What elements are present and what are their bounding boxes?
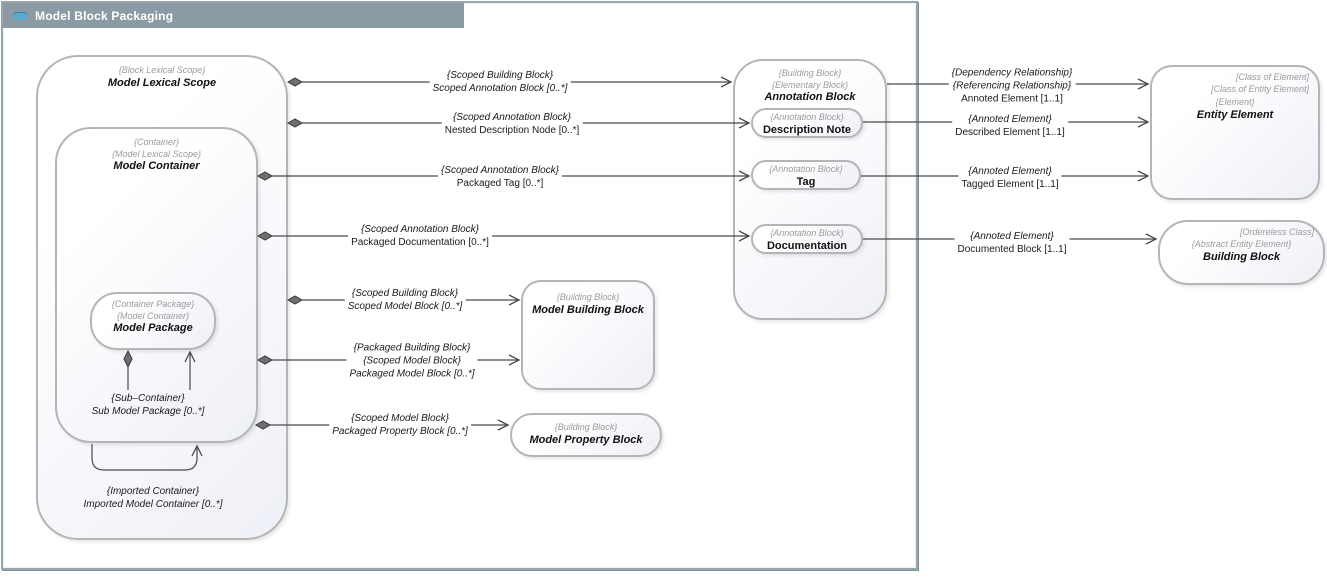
node-tag[interactable] xyxy=(751,160,861,190)
stereotype: {Model Container} xyxy=(116,310,190,321)
label-line: Documented Block [1..1] xyxy=(957,244,1067,255)
label-line: {Scoped Annotation Block} xyxy=(440,165,560,176)
label-described-element xyxy=(952,113,1068,139)
label-line: Described Element [1..1] xyxy=(955,127,1065,138)
label-line: {Scoped Model Block} xyxy=(351,413,449,424)
stereotype: {Element} xyxy=(1215,97,1255,107)
stereotype: {Container Package} xyxy=(111,299,195,309)
label-line: {Packaged Building Block} xyxy=(353,342,471,354)
label-scoped-annotation-block xyxy=(430,69,571,95)
label-line: Packaged Property Block [0..*] xyxy=(332,426,468,437)
label-line: {Scoped Annotation Block} xyxy=(360,224,480,235)
node-model-property-block[interactable] xyxy=(510,413,662,457)
label-packaged-property-block xyxy=(329,412,471,438)
stereotype: {Building Block} xyxy=(554,422,618,432)
stereotype: {Annotation Block} xyxy=(770,228,844,238)
label-line: Scoped Annotation Block [0..*] xyxy=(432,83,568,94)
stereotype: {Model Lexical Scope} xyxy=(111,148,202,159)
stereotype: {Abstract Entity Element} xyxy=(1191,239,1292,249)
stereotype: {Building Block} xyxy=(556,292,620,302)
label-scoped-model-block xyxy=(345,287,466,313)
label-line: {Annoted Element} xyxy=(968,114,1052,125)
node-name: Model Property Block xyxy=(529,433,643,446)
stereotype: {Elementary Block} xyxy=(771,79,849,90)
node-name: Annotation Block xyxy=(764,91,856,103)
node-entity-element[interactable] xyxy=(1150,65,1320,200)
label-line: {Scoped Annotation Block} xyxy=(452,112,572,123)
label-line: {Sub–Container} xyxy=(111,393,185,404)
label-line: {Scoped Building Block} xyxy=(446,70,554,81)
classifier-notes xyxy=(1211,72,1309,95)
node-name: Documentation xyxy=(766,239,848,252)
label-line: {Annoted Element} xyxy=(968,166,1052,177)
node-name: Model Package xyxy=(113,322,193,334)
stereotype: {Building Block} xyxy=(778,68,842,78)
stereotype: {Container} xyxy=(133,137,180,147)
node-model-package[interactable] xyxy=(90,292,216,350)
label-tagged-element xyxy=(958,165,1061,191)
label-packaged-tag xyxy=(438,164,562,190)
stereotype: {Block Lexical Scope} xyxy=(118,65,206,75)
label-annoted-element xyxy=(949,67,1076,106)
label-line: Scoped Model Block [0..*] xyxy=(347,301,463,312)
label-packaged-documentation xyxy=(348,223,492,249)
stereotype: {Annotation Block} xyxy=(770,112,844,122)
classifier-notes xyxy=(1240,227,1314,239)
open-arrowhead xyxy=(1138,79,1148,89)
label-line: {Dependency Relationship} xyxy=(951,67,1073,79)
node-building-block[interactable] xyxy=(1158,220,1325,285)
node-name: Entity Element xyxy=(1196,108,1274,121)
diagram-title-bar xyxy=(3,3,464,28)
label-line: {Annoted Element} xyxy=(970,231,1054,242)
label-imported-model-container xyxy=(81,485,226,511)
diagram-icon xyxy=(13,12,28,20)
classifier-note: [Ordereless Class] xyxy=(1239,227,1314,237)
label-line: Sub Model Package [0..*] xyxy=(91,406,205,417)
node-name: Tag xyxy=(796,175,816,188)
label-line: {Imported Container} xyxy=(106,486,200,497)
node-model-building-block[interactable] xyxy=(521,280,655,390)
open-arrowhead xyxy=(1138,171,1148,181)
classifier-note: [Class of Element] xyxy=(1235,72,1309,82)
label-line: Annoted Element [1..1] xyxy=(961,93,1063,105)
node-name: Model Lexical Scope xyxy=(107,76,217,89)
label-line: Packaged Model Block [0..*] xyxy=(349,368,475,380)
label-line: Packaged Tag [0..*] xyxy=(456,178,544,189)
classifier-note: [Class of Entity Element] xyxy=(1210,83,1309,94)
node-name: Description Note xyxy=(762,123,851,136)
label-packaged-model-block xyxy=(346,342,477,381)
label-documented-block xyxy=(955,230,1070,256)
label-line: {Scoped Building Block} xyxy=(351,288,459,299)
node-description-note[interactable] xyxy=(751,108,863,138)
open-arrowhead xyxy=(1138,117,1148,127)
diagram-title: Model Block Packaging xyxy=(35,8,174,23)
open-arrowhead xyxy=(1146,234,1156,244)
label-line: Tagged Element [1..1] xyxy=(961,179,1059,190)
label-nested-description-node xyxy=(442,111,583,137)
label-line: Imported Model Container [0..*] xyxy=(83,499,223,510)
label-line: Packaged Documentation [0..*] xyxy=(351,237,489,248)
label-sub-model-package xyxy=(89,392,208,418)
stereotype: {Annotation Block} xyxy=(769,164,843,174)
node-name: Model Container xyxy=(113,160,200,172)
node-documentation[interactable] xyxy=(751,224,863,254)
label-line: {Scoped Model Block} xyxy=(363,355,461,367)
node-name: Model Building Block xyxy=(532,303,644,316)
label-line: Nested Description Node [0..*] xyxy=(444,125,580,136)
label-line: {Referencing Relationship} xyxy=(952,80,1072,92)
node-name: Building Block xyxy=(1203,250,1280,263)
